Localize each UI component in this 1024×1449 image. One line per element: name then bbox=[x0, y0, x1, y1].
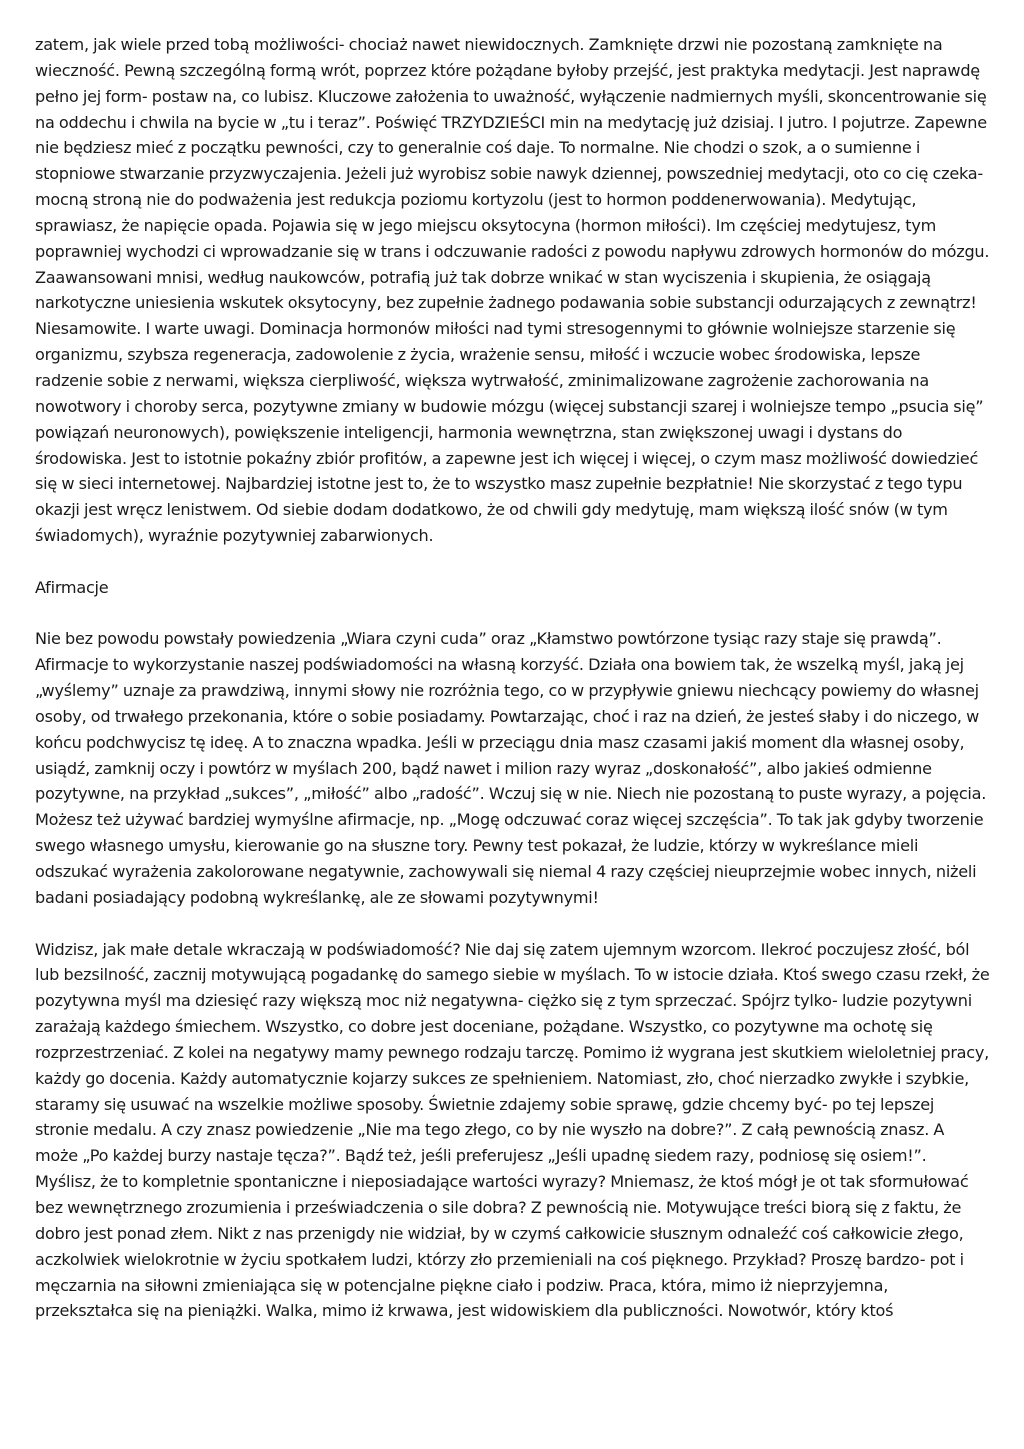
paragraph-spacer bbox=[35, 911, 990, 937]
document-page bbox=[35, 32, 990, 1324]
paragraph-spacer bbox=[35, 601, 990, 627]
body-paragraph-affirmations: Nie bez powodu powstały powiedzenia „Wiara czyni cuda” oraz „Kłamstwo powtórzone tysiąc razy staje się prawdą”. Afirmacje to wykorzystanie naszej podświadomości na własną korzyść. Działa ona bowiem tak, że wszelką myśl, jaką jej „wyślemy” uznaje za prawdziwą, innymi słowy nie rozróżnia tego, co w przypływie gniewu niechcący powiemy do własnej osoby, od trwałego przekonania, które o sobie posiadamy. Powtarzając, choć i raz na dzień, że jesteś słaby i do niczego, w końcu podchwycisz tę ideę. A to znaczna wpadka. Jeśli w przeciągu dnia masz czasami jakiś moment dla własnej osoby, usiądź, zamknij oczy i powtórz w myślach 200, bądź nawet i milion razy wyraz „doskonałość”, albo jakieś odmienne pozytywne, na przykład „sukces”, „miłość” albo „radość”. Wczuj się w nie. Niech nie pozostaną to puste wyrazy, a pojęcia. Możesz też używać bardziej wymyślne afirmacje, np. „Mogę odczuwać coraz więcej szczęścia”. To tak jak gdyby tworzenie swego własnego umysłu, kierowanie go na słuszne tory. Pewny test pokazał, że ludzie, którzy w wykreślance mieli odszukać wyrażenia zakolorowane negatywnie, zachowywali się niemal 4 razy częściej nieuprzejmie wobec innych, niżeli badani posiadający podobną wykreślankę, ale ze słowami pozytywnymi! bbox=[35, 629, 987, 907]
section-heading-afirmacje: Afirmacje bbox=[35, 577, 109, 597]
body-paragraph-meditation: zatem, jak wiele przed tobą możliwości- chociaż nawet niewidocznych. Zamknięte drzwi nie pozostaną zamknięte na wieczność. Pewną szczególną formą wrót, poprzez które pożądane byłoby przejść, jest praktyka medytacji. Jest naprawdę pełno jej form- postaw na, co lubisz. Kluczowe założenia to uważność, wyłączenie nadmiernych myśli, skoncentrowanie się na oddechu i chwila na bycie w „tu i teraz”. Poświęć TRZYDZIEŚCI min na medytację już dzisiaj. I jutro. I pojutrze. Zapewne nie będziesz mieć z początku pewności, czy to generalnie coś daje. To normalne. Nie chodzi o szok, a o sumienne i stopniowe stwarzanie przyzwyczajenia. Jeżeli już wyrobisz sobie nawyk dziennej, powszedniej medytacji, oto co cię czeka- mocną stroną nie do podważenia jest redukcja poziomu kortyzolu (jest to hormon poddenerwowania). Medytując, sprawiasz, że napięcie opada. Pojawia się w jego miejscu oksytocyna (hormon miłości). Im częściej medytujesz, tym poprawniej wychodzi ci wprowadzanie się w trans i odczuwanie radości z powodu napływu zdrowych hormonów do mózgu. Zaawansowani mnisi, według naukowców, potrafią już tak dobrze wnikać w stan wyciszenia i skupienia, że osiągają narkotyczne uniesienia wskutek oksytocyny, bez zupełnie żadnego podawania sobie substancji odurzających z zewnątrz! Niesamowite. I warte uwagi. Dominacja hormonów miłości nad tymi stresogennymi to głównie wolniejsze starzenie się organizmu, szybsza regeneracja, zadowolenie z życia, wrażenie sensu, miłość i wczucie wobec środowiska, lepsze radzenie sobie z nerwami, większa cierpliwość, większa wytrwałość, zminimalizowane zagrożenie zachorowania na nowotwory i choroby serca, pozytywne zmiany w budowie mózgu (więcej substancji szarej i wolniejsze tempo „psucia się” powiązań neuronowych), powiększenie inteligencji, harmonia wewnętrzna, stan zwiększonej uwagi i dystans do środowiska. Jest to istotnie pokaźny zbiór profitów, a zapewne jest ich więcej i więcej, o czym masz możliwość dowiedzieć się w sieci internetowej. Najbardziej istotne jest to, że to wszystko masz zupełnie bezpłatnie! Nie skorzystać z tego typu okazji jest wręcz lenistwem. Od siebie dodam dodatkowo, że od chwili gdy medytuję, mam większą ilość snów (w tym świadomych), wyraźnie pozytywniej zabarwionych. bbox=[35, 35, 990, 546]
body-paragraph-subconscious: Widzisz, jak małe detale wkraczają w podświadomość? Nie daj się zatem ujemnym wzorcom. Ilekroć poczujesz złość, ból lub bezsilność, zacznij motywującą pogadankę do samego siebie w myślach. To w istocie działa. Ktoś swego czasu rzekł, że pozytywna myśl ma dziesięć razy większą moc niż negatywna- ciężko się z tym sprzeczać. Spójrz tylko- ludzie pozytywni zarażają każdego śmiechem. Wszystko, co dobre jest doceniane, pożądane. Wszystko, co pozytywne ma ochotę się rozprzestrzeniać. Z kolei na negatywy mamy pewnego rodzaju tarczę. Pomimo iż wygrana jest skutkiem wieloletniej pracy, każdy go docenia. Każdy automatycznie kojarzy sukces ze spełnieniem. Natomiast, zło, choć nierzadko zwykłe i szybkie, staramy się usuwać na wszelkie możliwe sposoby. Świetnie zdajemy sobie sprawę, gdzie chcemy być- po tej lepszej stronie medalu. A czy znasz powiedzenie „Nie ma tego złego, co by nie wyszło na dobre?”. Z całą pewnością znasz. A może „Po każdej burzy nastaje tęcza?”. Bądź też, jeśli preferujesz „Jeśli upadnę siedem razy, podniosę się osiem!”. Myślisz, że to kompletnie spontaniczne i nieposiadające wartości wyrazy? Mniemasz, że ktoś mógł je ot tak sformułować bez wewnętrznego zrozumienia i przeświadczenia o sile dobra? Z pewnością nie. Motywujące treści biorą się z faktu, że dobro jest ponad złem. Nikt z nas przenigdy nie widział, by w czymś całkowicie słusznym odnaleźć coś całkowicie złego, aczkolwiek wielokrotnie w życiu spotkałem ludzi, którzy zło przemieniali na coś pięknego. Przykład? Proszę bardzo- pot i męczarnia na siłowni zmieniająca się w potencjalne piękne ciało i podziw. Praca, która, mimo iż nieprzyjemna, przekształca się na pieniążki. Walka, mimo iż krwawa, jest widowiskiem dla publiczności. Nowotwór, który ktoś bbox=[35, 939, 990, 1321]
paragraph-spacer bbox=[35, 549, 990, 575]
